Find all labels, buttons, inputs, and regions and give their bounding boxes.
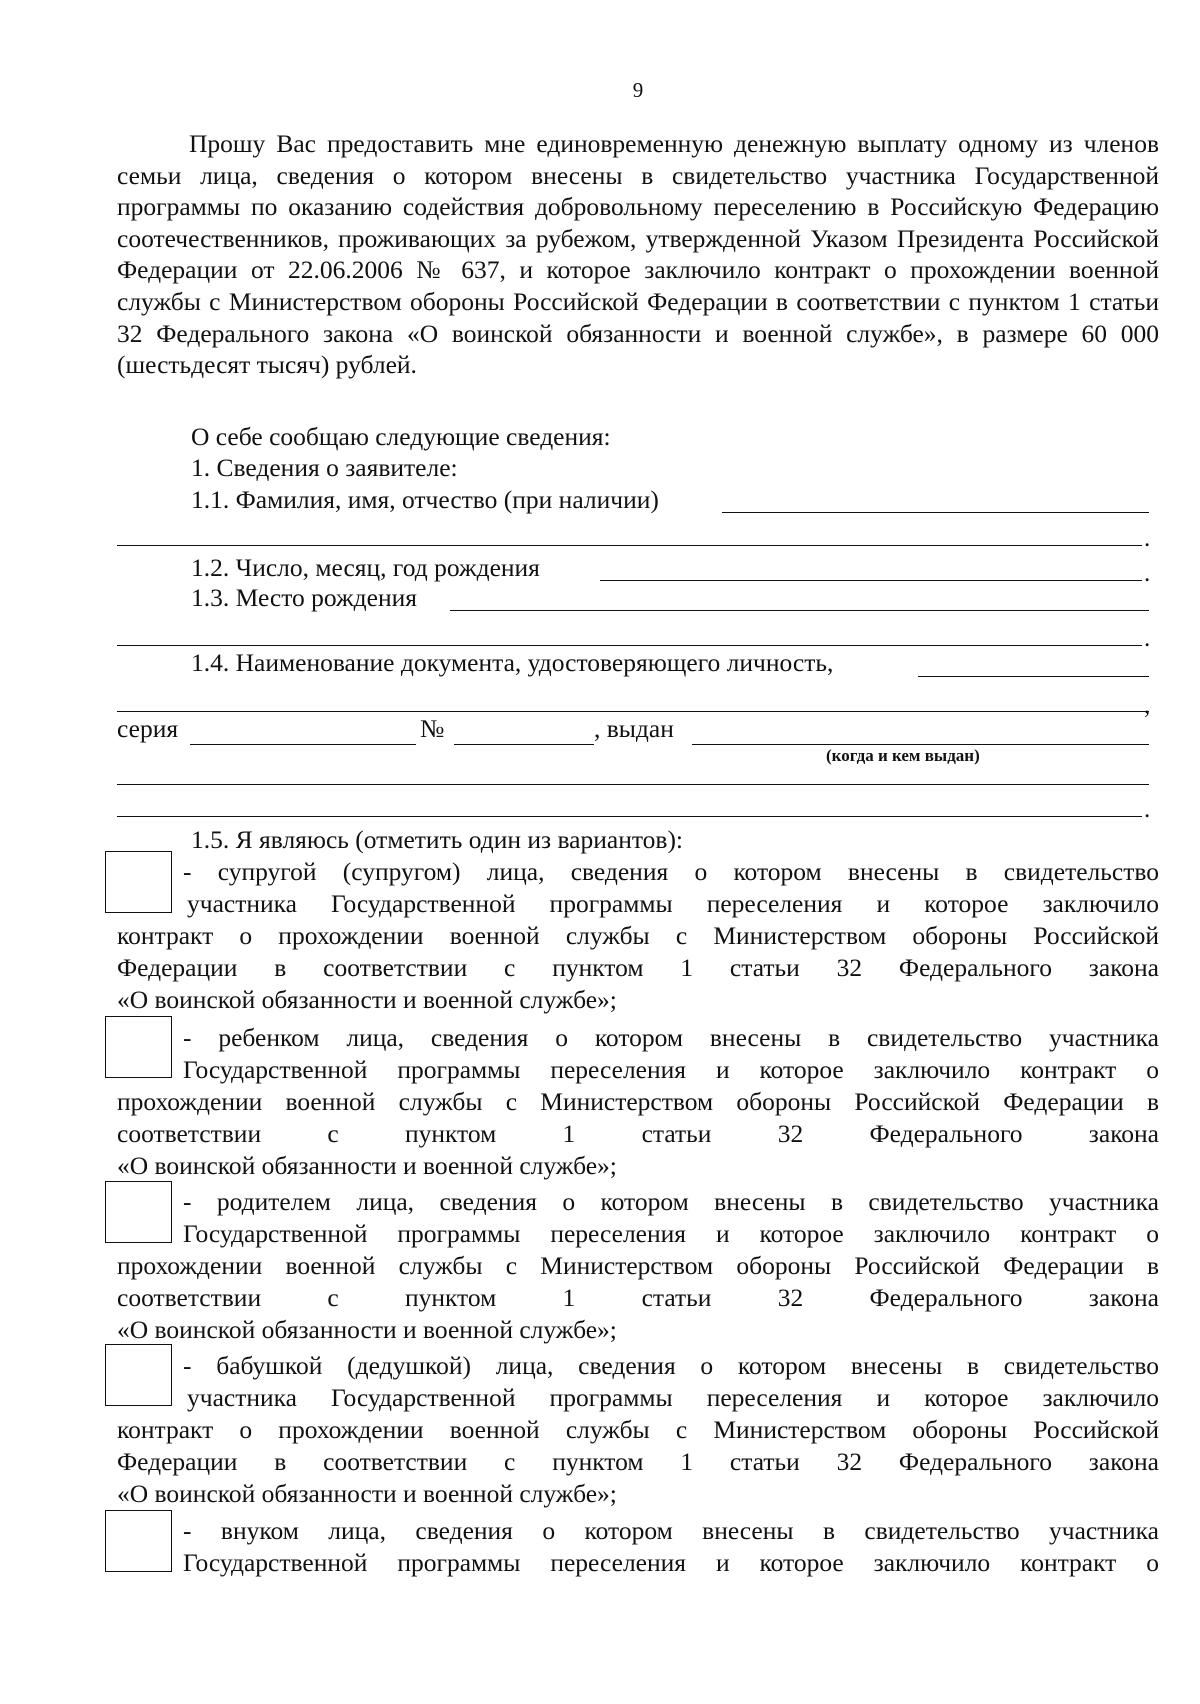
line-end-dot: .: [1144, 625, 1151, 652]
option-grandchild-line1: - внуком лица, сведения о котором внесены в свидетельство участника: [183, 1516, 1159, 1545]
full-name-input-line2[interactable]: [117, 545, 1142, 546]
birth-place-label: 1.3. Место рождения: [191, 583, 417, 612]
option-child-line5: «О воинской обязанности и военной службе»;: [117, 1151, 617, 1180]
option-spouse-line2: участника Государственной программы переселения и которое заключило: [187, 889, 1159, 918]
id-document-input[interactable]: [918, 676, 1149, 677]
option-grandparent-line3: контракт о прохождении военной службы с Министерством обороны Российской: [117, 1415, 1159, 1444]
series-label: серия: [117, 714, 179, 743]
option-child-line4: соответствии с пунктом 1 статьи 32 Федерального закона: [117, 1119, 1159, 1148]
number-input[interactable]: [454, 744, 594, 745]
page-number: 9: [632, 78, 644, 102]
about-self-text: О себе сообщаю следующие сведения:: [191, 422, 611, 451]
option-grandparent-line1: - бабушкой (дедушкой) лица, сведения о котором внесены в свидетельство: [183, 1351, 1159, 1380]
option-spouse: [117, 856, 1159, 1016]
option-parent-line3: прохождении военной службы с Министерством обороны Российской Федерации в: [117, 1251, 1159, 1280]
issued-input-line3[interactable]: [117, 816, 1142, 817]
line-end-dot: ,: [1144, 692, 1151, 719]
relation-prompt: 1.5. Я являюсь (отметить один из вариантов):: [191, 825, 684, 854]
line-end-dot: .: [1144, 525, 1151, 552]
option-child: [117, 1022, 1159, 1182]
number-label: №: [420, 714, 445, 743]
id-document-input-line2[interactable]: [117, 711, 1149, 712]
option-grandparent-line2: участника Государственной программы переселения и которое заключило: [187, 1383, 1159, 1412]
option-parent: [117, 1186, 1159, 1346]
option-spouse-line1: - супругой (супругом) лица, сведения о котором внесены в свидетельство: [183, 857, 1159, 886]
issued-input[interactable]: [692, 744, 1149, 745]
section1-title: 1. Сведения о заявителе:: [191, 453, 458, 482]
option-parent-line4: соответствии с пунктом 1 статьи 32 Федерального закона: [117, 1283, 1159, 1312]
full-name-input[interactable]: [722, 512, 1149, 513]
option-grandchild: [117, 1515, 1159, 1579]
series-input[interactable]: [190, 744, 416, 745]
line-end-dot: .: [1144, 560, 1151, 587]
full-name-label: 1.1. Фамилия, имя, отчество (при наличии): [191, 485, 659, 514]
intro-paragraph: Прошу Вас предоставить мне единовременную денежную выплату одному из членов семьи лица, сведения о котором внесены в свидетельство участника Государственной программы по оказанию содействия добровольному переселению в Российскую Федерацию соотечественников, проживающих за рубежом, утвержденной Указом Президента Российской Федерации от 22.06.2006 № 637, и которое заключило контракт о прохождении военной службы с Министерством обороны Российской Федерации в соответствии с пунктом 1 статьи 32 Федерального закона «О воинской обязанности и военной службе», в размере 60 000 (шестьдесят тысяч) рублей.: [117, 129, 1159, 380]
option-child-line1: - ребенком лица, сведения о котором внесены в свидетельство участника: [183, 1023, 1159, 1052]
option-spouse-line5: «О воинской обязанности и военной службе»;: [117, 985, 617, 1014]
issued-input-line2[interactable]: [117, 784, 1149, 785]
issued-hint: (когда и кем выдан): [826, 746, 980, 765]
option-grandparent: [117, 1350, 1159, 1510]
option-grandparent-line5: «О воинской обязанности и военной службе»;: [117, 1479, 617, 1508]
option-child-line2: Государственной программы переселения и которое заключило контракт о: [183, 1055, 1159, 1084]
id-document-label: 1.4. Наименование документа, удостоверяющего личность,: [191, 648, 834, 677]
option-spouse-line3: контракт о прохождении военной службы с Министерством обороны Российской: [117, 921, 1159, 950]
birth-place-input-line2[interactable]: [117, 645, 1142, 646]
option-spouse-line4: Федерации в соответствии с пунктом 1 статьи 32 Федерального закона: [117, 953, 1159, 982]
option-parent-line2: Государственной программы переселения и которое заключило контракт о: [183, 1219, 1159, 1248]
option-grandparent-line4: Федерации в соответствии с пунктом 1 статьи 32 Федерального закона: [117, 1447, 1159, 1476]
option-grandchild-line2: Государственной программы переселения и которое заключило контракт о: [183, 1548, 1159, 1577]
line-end-dot: .: [1144, 796, 1151, 823]
option-parent-line1: - родителем лица, сведения о котором внесены в свидетельство участника: [183, 1187, 1159, 1216]
option-parent-line5: «О воинской обязанности и военной службе»;: [117, 1315, 617, 1344]
option-child-line3: прохождении военной службы с Министерством обороны Российской Федерации в: [117, 1087, 1159, 1116]
birth-place-input[interactable]: [450, 610, 1149, 611]
birth-date-input[interactable]: [600, 580, 1142, 581]
birth-date-label: 1.2. Число, месяц, год рождения: [191, 553, 540, 582]
issued-label: , выдан: [594, 714, 674, 743]
